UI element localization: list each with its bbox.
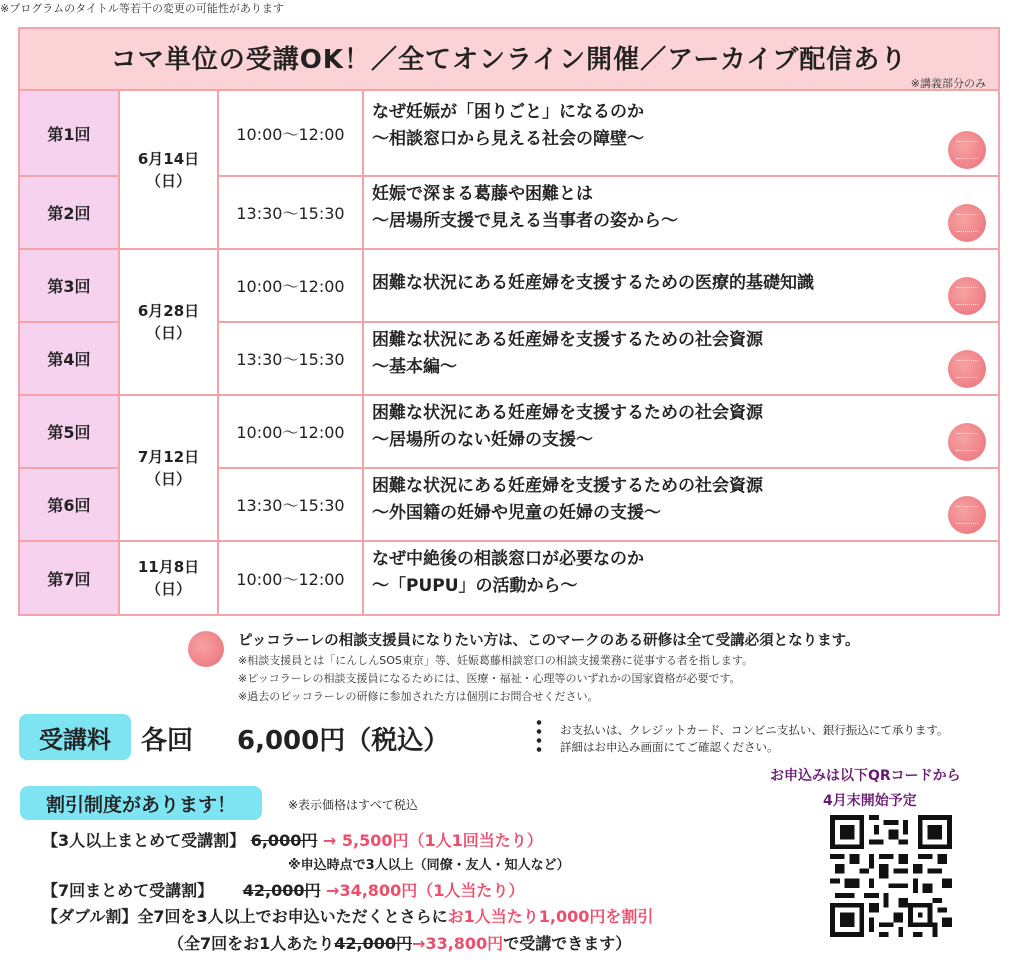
session-label: 第4回 [20, 323, 120, 396]
legend-main-text: ピッコラーレの相談支援員になりたい方は、このマークのある研修は全て受講必須となります。 [238, 633, 860, 649]
apply-start-note: 4月末開始予定 [823, 793, 917, 809]
fee-badge: 受講料 [19, 714, 131, 760]
required-mark-icon [188, 631, 224, 667]
session-title [364, 396, 998, 469]
vertical-dots-divider [536, 718, 542, 756]
legend-note: ※ピッコラーレの相談支援員になるためには、医療・福祉・心理等のいずれかの国家資格が必要です。 [238, 672, 741, 685]
session-time: 10:00〜12:00 [217, 250, 364, 323]
session-title [364, 542, 998, 614]
all7-new-price: →34,800円（1人当たり） [326, 881, 525, 900]
session-title [364, 323, 998, 396]
day-text: （日） [145, 580, 191, 598]
double-discount-label: 【ダブル割】全7回を3人以上でお申込いただくとさらに [42, 907, 448, 926]
session-title-line1: 妊娠で深まる葛藤や困難とは [372, 184, 593, 204]
session-title-line1: 困難な状況にある妊産婦を支援するための社会資源 [372, 476, 763, 496]
session-row [20, 323, 998, 396]
group-discount-note: ※申込時点で3人以上（同僚・友人・知人など） [288, 858, 570, 873]
day-text: （日） [145, 324, 191, 342]
session-label: 第3回 [20, 250, 120, 323]
required-mark-icon [948, 496, 986, 534]
session-label: 第5回 [20, 396, 120, 469]
payment-note: お支払いは、クレジットカード、コンビニ支払い、銀行振込にて承ります。 [560, 723, 949, 737]
apply-instruction: お申込みは以下QRコードから [770, 768, 961, 784]
session-title-line2: 〜居場所支援で見える当事者の姿から〜 [372, 211, 678, 231]
date-text: 11月8日 [137, 558, 200, 576]
double-discount-amount: お1人当たり1,000円を割引 [447, 907, 654, 926]
session-row [20, 177, 998, 250]
session-title [364, 177, 998, 250]
discount-tax-note: ※表示価格はすべて税込 [288, 798, 418, 812]
session-title-line1: 困難な状況にある妊産婦を支援するための社会資源 [372, 330, 763, 350]
date-text: 6月14日 [137, 149, 200, 168]
group-old-price: 6,000円 [250, 831, 318, 850]
double-discount-line [42, 904, 653, 927]
payment-detail-note: 詳細はお申込み画面にてご確認ください。 [560, 740, 779, 754]
session-time: 13:30〜15:30 [217, 323, 364, 396]
double-discount-detail [168, 931, 631, 954]
group-discount-line [42, 828, 543, 851]
required-mark-icon [948, 423, 986, 461]
required-mark-icon [948, 350, 986, 388]
date-text: 6月28日 [137, 302, 200, 320]
double-detail-suffix: で受講できます） [503, 934, 632, 953]
qr-code-icon[interactable] [828, 815, 954, 937]
group-discount-label: 【3人以上まとめて受講割】 [42, 831, 246, 850]
session-title-line1: 困難な状況にある妊産婦を支援するための医療的基礎知識 [372, 273, 814, 293]
session-time: 13:30〜15:30 [217, 177, 364, 250]
session-row [20, 396, 998, 469]
session-title-line2: 〜「PUPU」の活動から〜 [372, 576, 578, 596]
session-row [20, 250, 998, 323]
day-text: （日） [145, 470, 191, 488]
banner [20, 29, 998, 91]
schedule-table [18, 27, 1000, 616]
session-label: 第7回 [20, 542, 120, 614]
session-title [364, 91, 998, 177]
all7-discount-label: 【7回まとめて受講割】 [42, 881, 214, 900]
session-row [20, 469, 998, 542]
fee-price: 6,000円（税込） [237, 726, 450, 756]
program-change-note: ※プログラムのタイトル等若干の変更の可能性があります [0, 2, 284, 15]
session-row [20, 91, 998, 177]
double-new-price: →33,800円 [412, 934, 504, 953]
session-time: 10:00〜12:00 [217, 91, 364, 177]
double-old-price: 42,000円 [334, 934, 413, 953]
all7-old-price: 42,000円 [242, 881, 321, 900]
required-mark-icon [948, 204, 986, 242]
legend-note: ※過去のピッコラーレの研修に参加された方は個別にお問合せください。 [238, 690, 599, 703]
session-title-line1: なぜ中絶後の相談窓口が必要なのか [372, 549, 644, 569]
date-text: 7月12日 [137, 448, 200, 466]
session-label: 第1回 [20, 91, 120, 177]
session-title-line2: 〜外国籍の妊婦や児童の妊婦の支援〜 [372, 503, 661, 523]
session-label: 第2回 [20, 177, 120, 250]
session-time: 13:30〜15:30 [217, 469, 364, 542]
session-title-line2: 〜基本編〜 [372, 357, 457, 377]
banner-note: ※講義部分のみ [910, 77, 986, 90]
session-title [364, 250, 998, 323]
banner-title: コマ単位の受講OK！／全てオンライン開催／アーカイブ配信あり [110, 45, 908, 75]
session-title-line2: 〜居場所のない妊婦の支援〜 [372, 430, 593, 450]
required-mark-icon [948, 277, 986, 315]
session-title-line2: 〜相談窓口から見える社会の障壁〜 [372, 129, 644, 149]
all7-discount-line [42, 878, 524, 901]
session-time: 10:00〜12:00 [217, 542, 364, 614]
fee-label: 各回 [141, 726, 194, 756]
discount-badge: 割引制度があります！ [20, 786, 262, 820]
session-row [20, 542, 998, 614]
session-title [364, 469, 998, 542]
group-new-price: → 5,500円（1人1回当たり） [322, 831, 543, 850]
session-label: 第6回 [20, 469, 120, 542]
session-title-line1: 困難な状況にある妊産婦を支援するための社会資源 [372, 403, 763, 423]
session-title-line1: なぜ妊娠が「困りごと」になるのか [372, 102, 644, 122]
session-time: 10:00〜12:00 [217, 396, 364, 469]
legend-note: ※相談支援員とは「にんしんSOS東京」等、妊娠葛藤相談窓口の相談支援業務に従事する者を指します。 [238, 654, 753, 667]
required-mark-icon [948, 131, 986, 169]
double-detail-prefix: （全7回をお1人あたり [168, 934, 335, 953]
day-text: （日） [145, 171, 191, 190]
